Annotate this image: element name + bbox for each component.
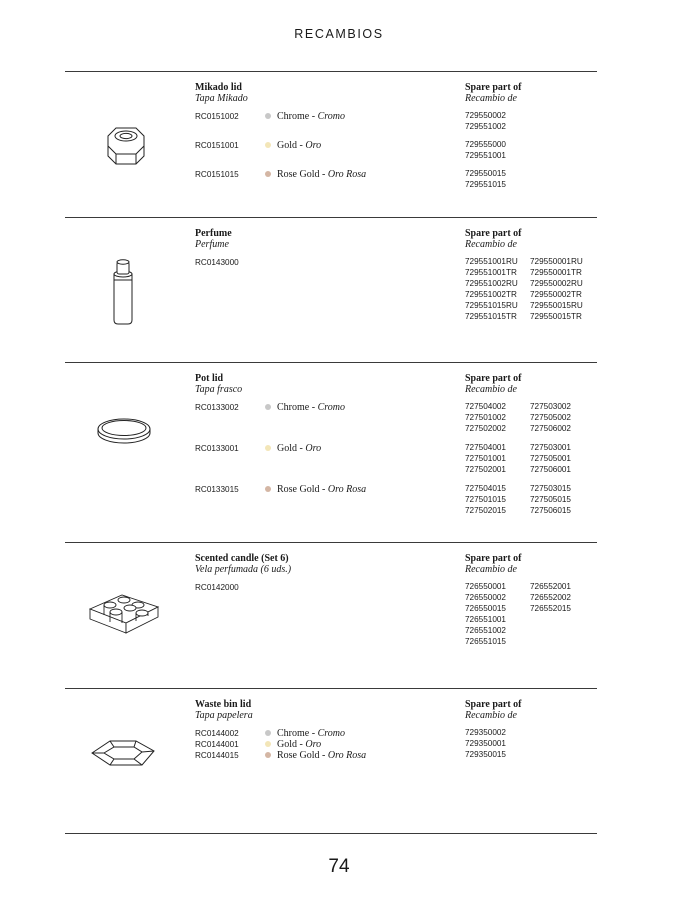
spare-part-label: Spare part of xyxy=(465,699,522,710)
gold-swatch xyxy=(265,741,271,747)
spare-part-label-es: Recambio de xyxy=(465,93,517,104)
finish-label: Gold - Oro xyxy=(277,443,322,454)
spare-part-label: Spare part of xyxy=(465,373,522,384)
spare-part-numbers: 727503001 727505001 727506001 xyxy=(530,443,571,474)
spare-part-numbers: 727504001 727501001 727502001 xyxy=(465,443,506,474)
product-name-es: Tapa frasco xyxy=(195,384,243,395)
product-name: Mikado lid xyxy=(195,82,242,93)
page-title: RECAMBIOS xyxy=(294,27,384,41)
waste-bin-lid-icon xyxy=(80,707,180,807)
spare-part-label: Spare part of xyxy=(465,228,522,239)
product-name-es: Tapa papelera xyxy=(195,710,253,721)
spare-part-numbers: 726552001 726552002 726552015 xyxy=(530,582,571,613)
product-name-es: Vela perfumada (6 uds.) xyxy=(195,564,292,575)
part-code: RC0142000 xyxy=(195,583,239,592)
spare-part-numbers: 729350015 xyxy=(465,750,506,759)
pot-lid-icon xyxy=(80,383,180,483)
section-divider xyxy=(65,688,597,689)
part-code: RC0144002 xyxy=(195,729,239,738)
spare-part-numbers: 726550001 726550002 726550015 726551001 726551002 726551015 xyxy=(465,582,506,646)
spare-part-numbers: 729550001RU 729550001TR 729550002RU 729550002TR 729550015RU 729550015TR xyxy=(530,257,583,321)
product-name: Perfume xyxy=(195,228,232,239)
section-divider xyxy=(65,217,597,218)
product-name-es: Perfume xyxy=(195,239,229,250)
spare-part-label: Spare part of xyxy=(465,553,522,564)
spare-part-numbers: 727504002 727501002 727502002 xyxy=(465,402,506,433)
spare-part-numbers: 727504015 727501015 727502015 xyxy=(465,484,506,515)
part-code: RC0144015 xyxy=(195,751,239,760)
spare-part-label-es: Recambio de xyxy=(465,239,517,250)
page-number: 74 xyxy=(328,856,350,877)
rose-gold-swatch xyxy=(265,752,271,758)
finish-label: Rose Gold - Oro Rosa xyxy=(277,169,367,180)
chrome-swatch xyxy=(265,404,271,410)
finish-label: Chrome - Cromo xyxy=(277,111,345,122)
rose-gold-swatch xyxy=(265,171,271,177)
part-code: RC0133015 xyxy=(195,485,239,494)
spare-part-numbers: 729551001RU 729551001TR 729551002RU 729551002TR 729551015RU 729551015TR xyxy=(465,257,518,321)
product-name: Scented candle (Set 6) xyxy=(195,553,289,564)
spare-part-numbers: 729350001 xyxy=(465,739,506,748)
section-divider xyxy=(65,542,597,543)
spare-part-label: Spare part of xyxy=(465,82,522,93)
finish-label: Rose Gold - Oro Rosa xyxy=(277,750,367,761)
spare-part-numbers: 727503002 727505002 727506002 xyxy=(530,402,571,433)
part-code: RC0151002 xyxy=(195,112,239,121)
candle-set-icon xyxy=(80,561,180,661)
product-name: Pot lid xyxy=(195,373,224,384)
product-name: Waste bin lid xyxy=(195,699,252,710)
mikado-lid-icon xyxy=(80,92,180,192)
product-name-es: Tapa Mikado xyxy=(195,93,248,104)
part-code: RC0133002 xyxy=(195,403,239,412)
spare-part-label-es: Recambio de xyxy=(465,384,517,395)
finish-label: Chrome - Cromo xyxy=(277,402,345,413)
finish-label: Rose Gold - Oro Rosa xyxy=(277,484,367,495)
part-code: RC0143000 xyxy=(195,258,239,267)
finish-label: Gold - Oro xyxy=(277,140,322,151)
section-divider xyxy=(65,362,597,363)
spare-part-numbers: 729550002 729551002 xyxy=(465,111,506,131)
part-code: RC0151001 xyxy=(195,141,239,150)
finish-label: Chrome - Cromo xyxy=(277,728,345,739)
spare-part-numbers: 729550015 729551015 xyxy=(465,169,506,189)
part-code: RC0144001 xyxy=(195,740,239,749)
gold-swatch xyxy=(265,445,271,451)
spare-part-numbers: 727503015 727505015 727506015 xyxy=(530,484,571,515)
part-code: RC0133001 xyxy=(195,444,239,453)
spare-part-label-es: Recambio de xyxy=(465,564,517,575)
perfume-bottle-icon xyxy=(80,238,180,338)
spare-part-label-es: Recambio de xyxy=(465,710,517,721)
part-code: RC0151015 xyxy=(195,170,239,179)
rose-gold-swatch xyxy=(265,486,271,492)
section-divider xyxy=(65,833,597,834)
finish-label: Gold - Oro xyxy=(277,739,322,750)
spare-part-numbers: 729350002 xyxy=(465,728,506,737)
section-divider xyxy=(65,71,597,72)
chrome-swatch xyxy=(265,113,271,119)
gold-swatch xyxy=(265,142,271,148)
chrome-swatch xyxy=(265,730,271,736)
spare-part-numbers: 729555000 729551001 xyxy=(465,140,506,160)
